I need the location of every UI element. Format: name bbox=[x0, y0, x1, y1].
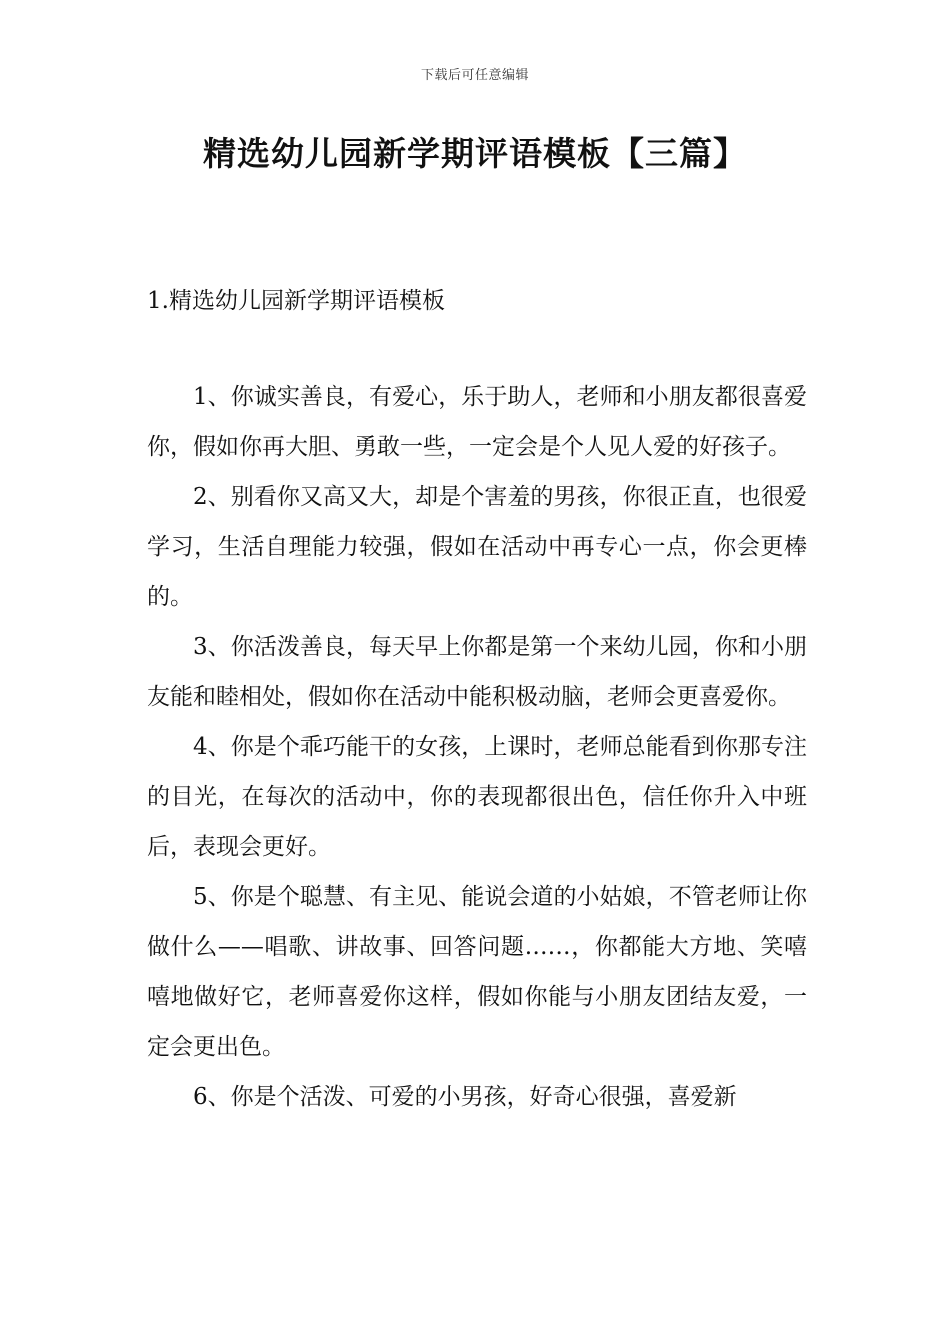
paragraph-6: 6、你是个活泼、可爱的小男孩，好奇心很强，喜爱新 bbox=[193, 1084, 737, 1110]
document-title: 精选幼儿园新学期评语模板【三篇】 bbox=[203, 134, 747, 173]
paragraph-1: 1、你诚实善良，有爱心，乐于助人，老师和小朋友都很喜爱你，假如你再大胆、勇敢一些，一定会是个人见人爱的好孩子。 bbox=[147, 384, 807, 460]
header-note: 下载后可任意编辑 bbox=[420, 68, 529, 83]
paragraph-4: 4、你是个乖巧能干的女孩，上课时，老师总能看到你那专注的目光，在每次的活动中，你的表现都很出色，信任你升入中班后，表现会更好。 bbox=[147, 734, 807, 860]
section-heading: 1.精选幼儿园新学期评语模板 bbox=[147, 288, 445, 314]
document-body bbox=[147, 372, 807, 1122]
paragraph-5: 5、你是个聪慧、有主见、能说会道的小姑娘，不管老师让你做什么——唱歌、讲故事、回答问题……，你都能大方地、笑嘻嘻地做好它，老师喜爱你这样，假如你能与小朋友团结友爱，一定会更出色。 bbox=[147, 884, 807, 1060]
paragraph-3: 3、你活泼善良，每天早上你都是第一个来幼儿园，你和小朋友能和睦相处，假如你在活动中能积极动脑，老师会更喜爱你。 bbox=[147, 634, 807, 710]
paragraph-2: 2、别看你又高又大，却是个害羞的男孩，你很正直，也很爱学习，生活自理能力较强，假如在活动中再专心一点，你会更棒的。 bbox=[147, 484, 807, 610]
